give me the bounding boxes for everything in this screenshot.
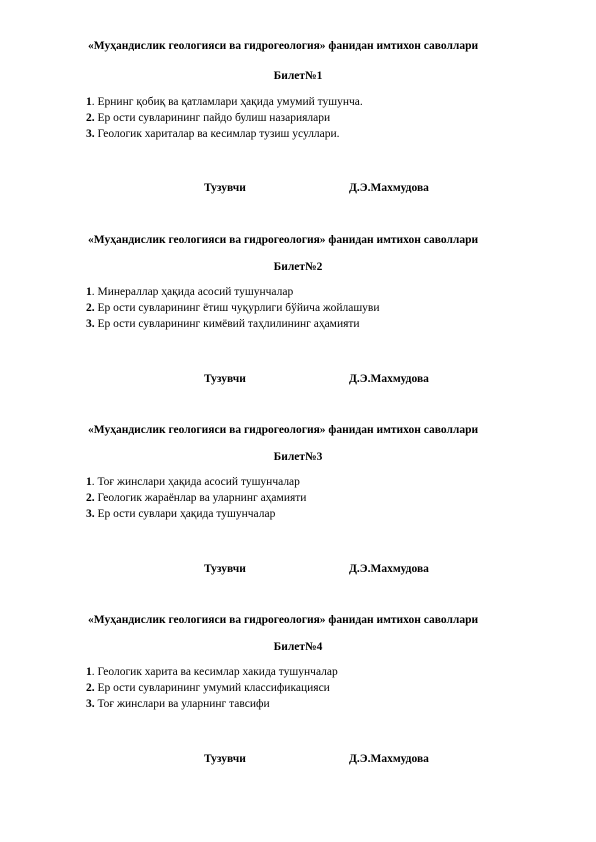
ticket-title: «Муҳандислик геологияси ва гидрогеология» фанидан имтихон саволлари bbox=[88, 234, 479, 246]
question-text: Ер ости сувларининг умумий классификацияси bbox=[94, 682, 330, 694]
question-3 bbox=[86, 508, 275, 520]
question-1 bbox=[86, 476, 300, 488]
question-text: . Геологик харита ва кесимлар хакида тушунчалар bbox=[91, 666, 338, 678]
ticket-title: «Муҳандислик геологияси ва гидрогеология» фанидан имтихон саволлари bbox=[88, 40, 479, 52]
question-3 bbox=[86, 318, 360, 330]
question-text: Ер ости сувлари ҳақида тушунчалар bbox=[94, 508, 276, 520]
question-2 bbox=[86, 112, 330, 124]
compiler-label: Тузувчи bbox=[204, 373, 246, 385]
question-number: 3. bbox=[86, 318, 95, 330]
question-number: 1 bbox=[86, 666, 92, 678]
question-text: . Ернинг қобиқ ва қатламлари ҳақида умумий тушунча. bbox=[91, 96, 363, 108]
question-3 bbox=[86, 698, 270, 710]
question-number: 2. bbox=[86, 112, 95, 124]
question-number: 3. bbox=[86, 508, 95, 520]
question-number: 2. bbox=[86, 492, 95, 504]
ticket-number: Билет№3 bbox=[273, 451, 323, 463]
question-number: 1 bbox=[86, 476, 92, 488]
compiler-name: Д.Э.Махмудова bbox=[349, 563, 429, 575]
ticket-title: «Муҳандислик геологияси ва гидрогеология» фанидан имтихон саволлари bbox=[88, 614, 479, 626]
compiler-label: Тузувчи bbox=[204, 182, 246, 194]
compiler-label: Тузувчи bbox=[204, 753, 246, 765]
question-number: 2. bbox=[86, 682, 95, 694]
ticket-number: Билет№1 bbox=[273, 70, 323, 82]
question-text: Ер ости сувларининг пайдо булиш назариялари bbox=[94, 112, 331, 124]
question-text: Геологик хариталар ва кесимлар тузиш усуллари. bbox=[94, 128, 340, 140]
ticket-number: Билет№4 bbox=[273, 641, 323, 653]
question-text: . Тоғ жинслари ҳақида асосий тушунчалар bbox=[91, 476, 300, 488]
question-1 bbox=[86, 96, 363, 108]
question-text: . Минераллар ҳақида асосий тушунчалар bbox=[91, 286, 294, 298]
compiler-name: Д.Э.Махмудова bbox=[349, 373, 429, 385]
question-2 bbox=[86, 492, 306, 504]
question-1 bbox=[86, 666, 338, 678]
question-2 bbox=[86, 682, 330, 694]
question-number: 3. bbox=[86, 698, 95, 710]
question-3 bbox=[86, 128, 340, 140]
compiler-label: Тузувчи bbox=[204, 563, 246, 575]
question-number: 3. bbox=[86, 128, 95, 140]
question-text: Ер ости сувларининг кимёвий таҳлилининг аҳамияти bbox=[94, 318, 360, 330]
question-text: Геологик жараёнлар ва уларнинг аҳамияти bbox=[94, 492, 307, 504]
compiler-name: Д.Э.Махмудова bbox=[349, 753, 429, 765]
compiler-name: Д.Э.Махмудова bbox=[349, 182, 429, 194]
ticket-title: «Муҳандислик геологияси ва гидрогеология» фанидан имтихон саволлари bbox=[88, 424, 479, 436]
question-text: Тоғ жинслари ва уларнинг тавсифи bbox=[94, 698, 270, 710]
question-number: 1 bbox=[86, 96, 92, 108]
question-2 bbox=[86, 302, 380, 314]
question-1 bbox=[86, 286, 293, 298]
ticket-number: Билет№2 bbox=[273, 261, 323, 273]
question-number: 2. bbox=[86, 302, 95, 314]
question-number: 1 bbox=[86, 286, 92, 298]
question-text: Ер ости сувларининг ётиш чуқурлиги бўйича жойлашуви bbox=[94, 302, 380, 314]
